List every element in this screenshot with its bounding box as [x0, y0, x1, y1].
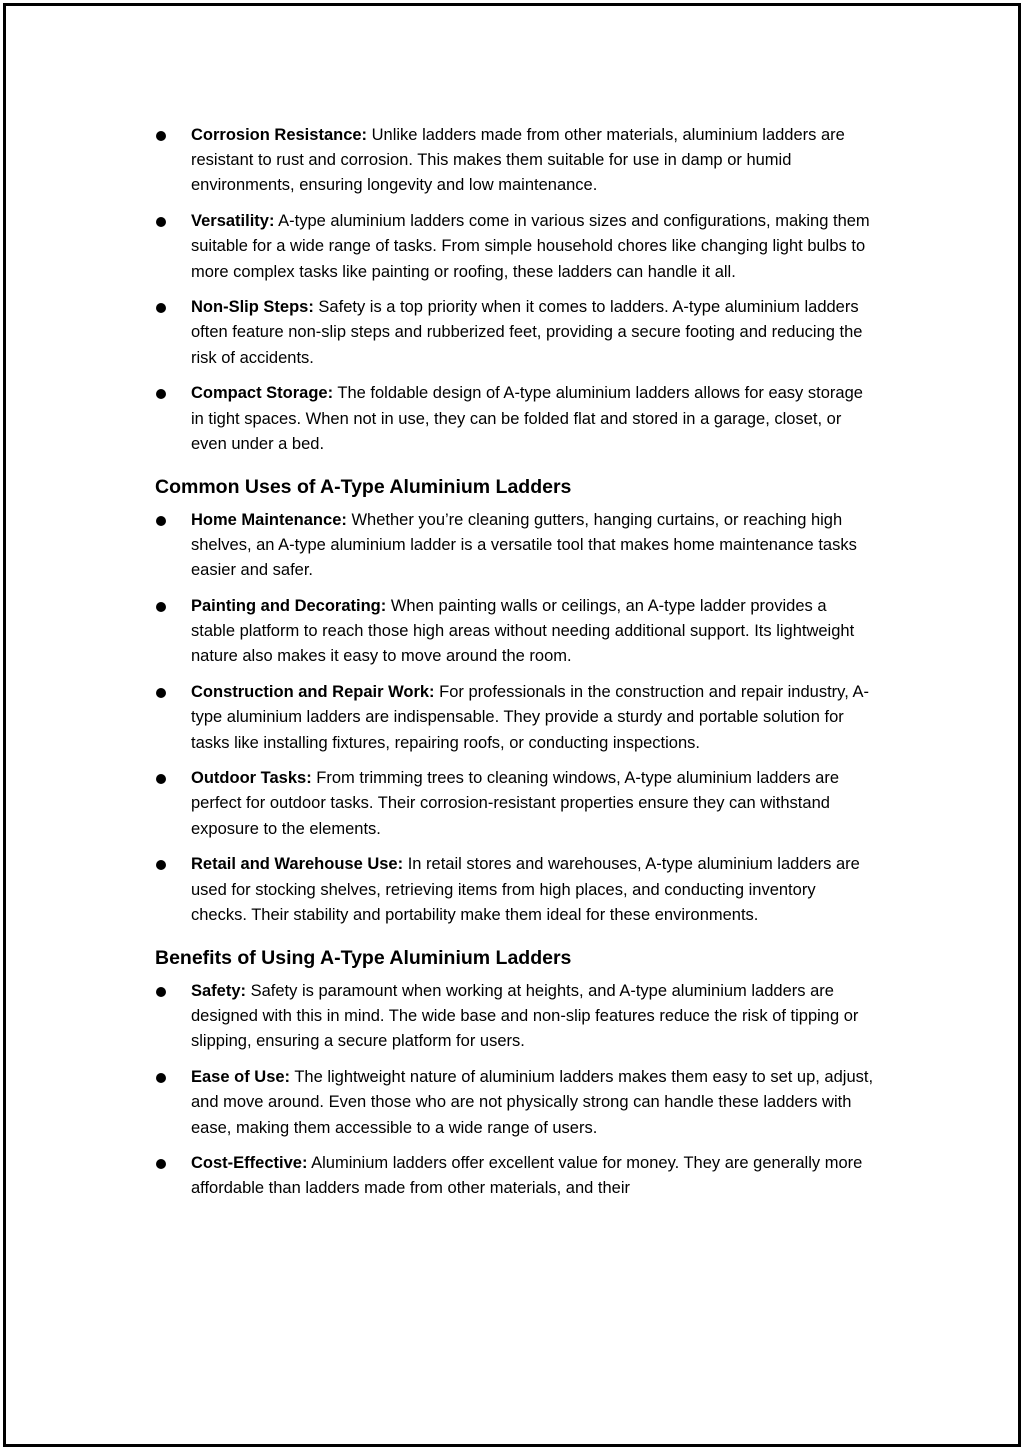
item-term: Outdoor Tasks: [191, 769, 312, 788]
document-body [155, 123, 875, 1212]
item-term: Versatility: [191, 212, 275, 231]
item-term: Non-Slip Steps: [191, 298, 314, 317]
list-item [155, 1065, 875, 1141]
item-term: Corrosion Resistance: [191, 126, 368, 144]
item-term: Cost-Effective: [191, 1154, 308, 1173]
list-item [155, 852, 875, 928]
item-text: Safety is paramount when working at heights, and A-type aluminium ladders are designed with this in mind. The wide base and non-slip features reduce the risk of tipping or slipping, ensuring a secure platform for users. [191, 981, 859, 1051]
list-item [155, 209, 875, 285]
item-term: Compact Storage: [191, 384, 334, 403]
item-term: Ease of Use: [191, 1068, 291, 1087]
benefits-list [155, 979, 875, 1202]
list-item [155, 508, 875, 584]
item-term: Painting and Decorating: [191, 597, 387, 616]
section-heading-uses: Common Uses of A-Type Aluminium Ladders [155, 475, 572, 498]
item-term: Home Maintenance: [191, 510, 347, 529]
bullet-icon [156, 389, 166, 399]
item-text: Safety is a top priority when it comes to ladders. A-type aluminium ladders often feature non-slip steps and rubberized feet, providing a secure footing and reducing the risk of accidents. [191, 298, 863, 367]
bullet-icon [156, 602, 166, 612]
bullet-icon [156, 860, 166, 870]
list-item [155, 766, 875, 842]
item-text: Unlike ladders made from other materials, aluminium ladders are resistant to rust and corrosion. This makes them suitable for use in damp or humid environments, ensuring longevity and low maintenance. [191, 126, 845, 195]
list-item [155, 680, 875, 756]
list-item [155, 1151, 875, 1201]
item-text: Whether you’re cleaning gutters, hanging curtains, or reaching high shelves, an A-type aluminium ladder is a versatile tool that makes home maintenance tasks easier and safer. [191, 510, 857, 580]
bullet-icon [156, 131, 166, 141]
item-text: For professionals in the construction and repair industry, A-type aluminium ladders are indispensable. They provide a sturdy and portable solution for tasks like installing fixtures, repairing roofs, or conducting inspections. [191, 683, 869, 752]
list-item [155, 594, 875, 670]
bullet-icon [156, 303, 166, 313]
bullet-icon [156, 688, 166, 698]
item-text: From trimming trees to cleaning windows, A-type aluminium ladders are perfect for outdoor tasks. Their corrosion-resistant properties ensure they can withstand exposure to the elements. [191, 769, 840, 838]
list-item [155, 295, 875, 371]
item-term: Construction and Repair Work: [191, 683, 435, 702]
item-text: A-type aluminium ladders come in various sizes and configurations, making them suitable for a wide range of tasks. From simple household chores like changing light bulbs to more complex tasks like painting or roofing, these ladders can handle it all. [191, 212, 870, 281]
item-text: The lightweight nature of aluminium ladders makes them easy to set up, adjust, and move around. Even those who are not physically strong can handle these ladders with ease, making them accessible to a wide range of users. [191, 1068, 874, 1137]
bullet-icon [156, 987, 166, 997]
bullet-icon [156, 1159, 166, 1169]
features-list [155, 123, 875, 457]
item-text: When painting walls or ceilings, an A-type ladder provides a stable platform to reach those high areas without needing additional support. Its lightweight nature also makes it easy to move around the room. [191, 597, 855, 666]
item-text: Aluminium ladders offer excellent value for money. They are generally more affordable than ladders made from other materials, and their [191, 1154, 863, 1198]
list-item [155, 123, 875, 199]
item-text: In retail stores and warehouses, A-type aluminium ladders are used for stocking shelves, retrieving items from high places, and conducting inventory checks. Their stability and portability make them ideal for these environments. [191, 855, 860, 924]
item-term: Safety: [191, 981, 247, 1000]
bullet-icon [156, 1073, 166, 1083]
bullet-icon [156, 217, 166, 227]
list-item [155, 381, 875, 457]
item-term: Retail and Warehouse Use: [191, 855, 404, 874]
section-heading-benefits: Benefits of Using A-Type Aluminium Ladders [155, 946, 572, 969]
bullet-icon [156, 774, 166, 784]
list-item [155, 979, 875, 1055]
uses-list [155, 508, 875, 928]
item-text: The foldable design of A-type aluminium ladders allows for easy storage in tight spaces. When not in use, they can be folded flat and stored in a garage, closet, or even under a bed. [191, 384, 863, 453]
bullet-icon [156, 516, 166, 526]
